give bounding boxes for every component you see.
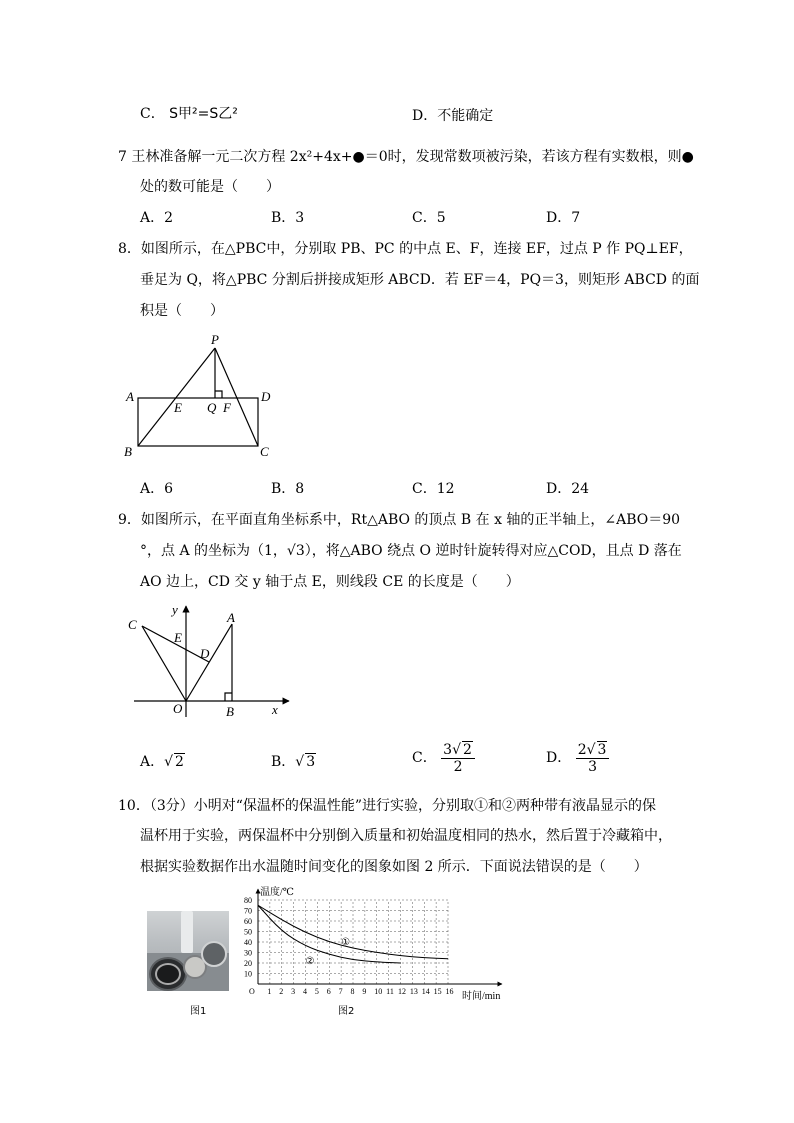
right-angle-mark-b (225, 693, 232, 701)
segment-pb (138, 348, 215, 446)
label-a: A (126, 389, 134, 404)
q7-option-a: A．2 (140, 210, 174, 226)
label-c: C (260, 444, 269, 459)
y-tick-label: 50 (244, 927, 252, 937)
label-p: P (211, 332, 219, 347)
q10-stem-line2: 温杯用于实验，两保温杯中分别倒入质量和初始温度相同的热水，然后置于冷藏箱中， (140, 828, 672, 844)
segment-oa (186, 624, 232, 701)
x-tick-label: 6 (326, 987, 331, 996)
series-label-1: ① (341, 937, 351, 949)
chart-grid (258, 900, 448, 984)
x-tick-label: O (249, 987, 255, 996)
q8-option-a: A．6 (140, 481, 174, 497)
q6-option-d: D．不能确定 (412, 108, 494, 124)
x-tick-label: 9 (362, 987, 367, 996)
chart-xlabel: 时间/min (462, 991, 501, 1001)
x-tick-label: 1 (267, 987, 272, 996)
figure2-chart (240, 886, 505, 1001)
x-tick-label: 3 (291, 987, 296, 996)
label-a: A (227, 610, 235, 625)
q10-stem-line3: 根据实验数据作出水温随时间变化的图象如图 2 所示．下面说法错误的是（ ） (140, 859, 648, 875)
q9-stem-line3: AO 边上，CD 交 y 轴于点 E，则线段 CE 的长度是（ ） (140, 574, 520, 590)
y-tick-label: 20 (244, 959, 252, 968)
label-q: Q (207, 400, 217, 415)
q9-stem-line1: 9．如图所示，在平面直角坐标系中，Rt△ABO 的顶点 B 在 x 轴的正半轴上，∠ABO＝90 (118, 512, 681, 528)
figure1-caption: 图1 (190, 1006, 207, 1017)
x-tick-label: 13 (409, 987, 418, 996)
q9-option-a: A．√ 2 (140, 754, 184, 770)
y-tick-label: 30 (244, 948, 252, 958)
q9-option-b: B．√ 3 (271, 754, 316, 770)
label-o: O (173, 701, 183, 716)
q7-stem-line2: 处的数可能是（ ） (140, 179, 280, 195)
q7-option-b: B．3 (271, 210, 305, 226)
x-tick-label: 15 (433, 987, 442, 996)
x-tick-label: 2 (279, 987, 284, 996)
label-x: x (272, 702, 278, 717)
label-d: D (261, 389, 271, 404)
x-tick-label: 10 (374, 987, 383, 996)
y-tick-label: 80 (244, 896, 252, 905)
x-tick-label: 5 (314, 987, 319, 996)
q8-option-c: C．12 (412, 481, 455, 497)
label-b: B (124, 444, 132, 459)
label-d: D (200, 646, 210, 661)
x-tick-label: 12 (398, 987, 406, 996)
y-tick-label: 40 (244, 938, 252, 947)
x-tick-label: 8 (350, 987, 355, 996)
q7-stem-line1: 7 王林准备解一元二次方程 2x²+4x+●＝0时，发现常数项被污染，若该方程有实数根，则● (118, 149, 694, 165)
q9-figure (124, 602, 294, 722)
label-f: F (223, 400, 231, 415)
q7-option-c: C．5 (412, 210, 446, 226)
q8-stem-line3: 积是（ ） (140, 303, 224, 319)
x-tick-label: 11 (386, 987, 394, 996)
label-y: y (172, 602, 178, 617)
q6-option-c-expr: S甲²=S乙² (169, 106, 238, 122)
q9-option-c: C． $\frac{3√ 2}{2}$ (412, 741, 475, 775)
q9-stem-line2: °，点 A 的坐标为（1，√3），将△ABO 绕点 O 逆时针旋转得对应△COD，且点 D 落在 (140, 543, 682, 559)
chart-ylabel: 温度/℃ (260, 887, 294, 898)
y-tick-label: 70 (244, 906, 252, 916)
label-c: C (128, 617, 137, 632)
figure1-photo (147, 911, 229, 991)
x-tick-label: 7 (338, 987, 343, 996)
q8-stem-line2: 垂足为 Q，将△PBC 分割后拼接成矩形 ABCD．若 EF＝4，PQ＝3，则矩形 ABCD 的面 (140, 272, 700, 288)
x-tick-label: 14 (421, 987, 430, 996)
y-tick-label: 60 (244, 917, 252, 926)
label-e: E (174, 400, 182, 415)
x-tick-label: 4 (303, 987, 307, 996)
label-e: E (174, 630, 182, 645)
q9-option-d: D． $\frac{2√ 3}{3}$ (546, 741, 609, 775)
label-b: B (226, 704, 234, 719)
q7-option-d: D．7 (546, 210, 581, 226)
q10-stem-line1: 10．（3分）小明对“保温杯的保温性能”进行实验，分别取①和②两种带有液晶显示的保 (118, 798, 657, 814)
q8-option-b: B．8 (271, 481, 305, 497)
right-angle-mark (215, 391, 222, 398)
series-label-2: ② (305, 956, 315, 968)
q8-option-d: D．24 (546, 481, 590, 497)
figure2-caption: 图2 (338, 1006, 355, 1017)
q8-figure (118, 330, 278, 465)
x-tick-label: 16 (445, 987, 454, 996)
q8-stem-line1: 8．如图所示，在△PBC中，分别取 PB、PC 的中点 E、F，连接 EF，过点 P 作 PQ⊥EF， (118, 241, 693, 257)
y-tick-label: 10 (244, 969, 252, 979)
q6-option-c: C． S甲²=S乙² (140, 106, 238, 122)
